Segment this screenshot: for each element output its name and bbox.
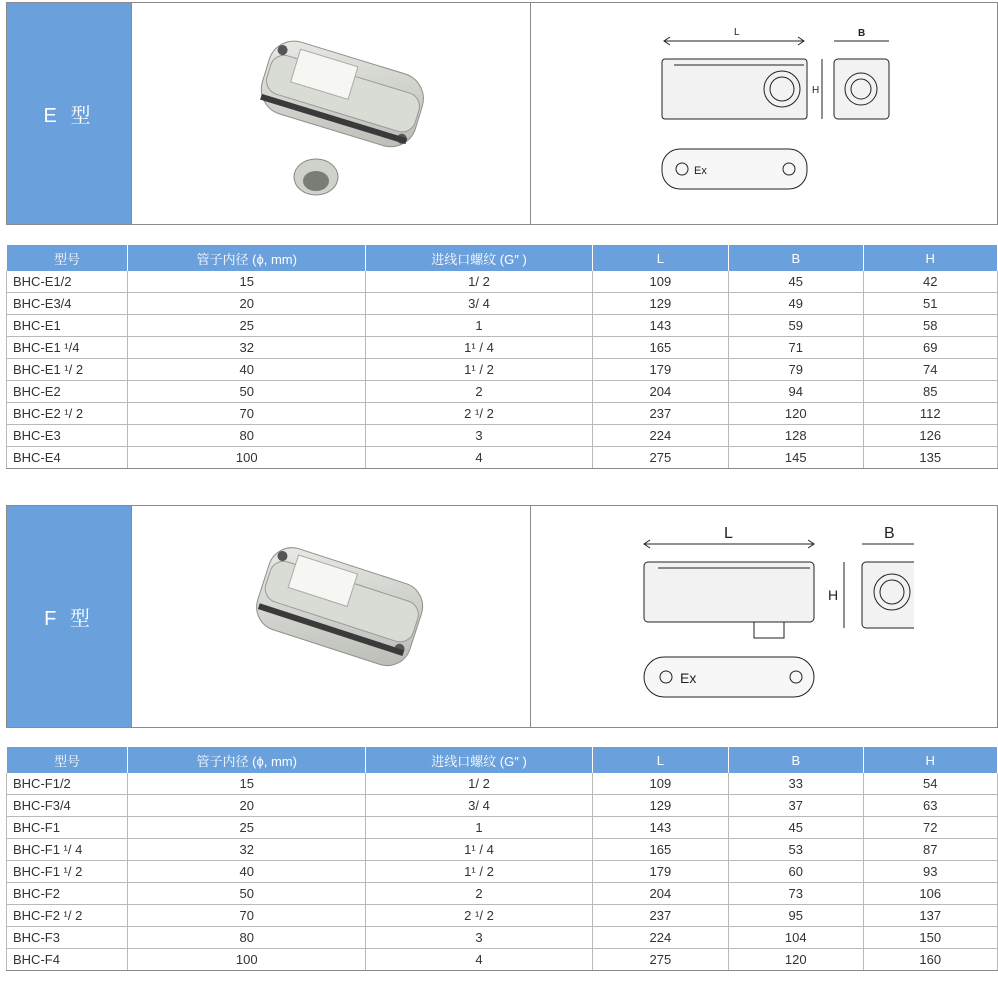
table-cell: 3 bbox=[366, 927, 592, 949]
table-cell: 2 ¹/ 2 bbox=[366, 403, 592, 425]
table-cell: 3/ 4 bbox=[366, 293, 592, 315]
table-cell: 54 bbox=[863, 773, 998, 795]
table-cell: 129 bbox=[592, 795, 728, 817]
header-model: 型号 bbox=[7, 245, 128, 272]
dim-label-h-e: H bbox=[812, 84, 820, 96]
table-cell: 179 bbox=[592, 861, 728, 883]
table-cell: 20 bbox=[128, 795, 366, 817]
table-cell: 15 bbox=[128, 271, 366, 293]
table-cell: BHC-E4 bbox=[7, 447, 128, 469]
table-row bbox=[7, 927, 998, 949]
table-cell: 100 bbox=[128, 447, 366, 469]
table-cell: 4 bbox=[366, 447, 592, 469]
table-cell: 143 bbox=[592, 315, 728, 337]
table-cell: 37 bbox=[729, 795, 863, 817]
table-row bbox=[7, 817, 998, 839]
table-row bbox=[7, 337, 998, 359]
table-row bbox=[7, 447, 998, 469]
table-cell: 59 bbox=[729, 315, 863, 337]
section-e-header bbox=[6, 2, 998, 225]
header-thread: 进线口螺纹 (G″ ) bbox=[366, 245, 592, 272]
table-cell: 1¹ / 4 bbox=[366, 839, 592, 861]
spec-table-f bbox=[6, 746, 998, 971]
table-cell: 25 bbox=[128, 315, 366, 337]
table-cell: 4 bbox=[366, 949, 592, 971]
table-cell: 150 bbox=[863, 927, 998, 949]
table-cell: BHC-E1 bbox=[7, 315, 128, 337]
table-cell: BHC-E2 bbox=[7, 381, 128, 403]
header-pipe-diameter: 管子内径 (ϕ, mm) bbox=[128, 747, 366, 774]
header-h: H bbox=[863, 747, 998, 774]
table-cell: 1/ 2 bbox=[366, 773, 592, 795]
dim-label-l-f: L bbox=[724, 524, 733, 542]
table-cell: 2 bbox=[366, 381, 592, 403]
table-row bbox=[7, 949, 998, 971]
table-cell: BHC-F3/4 bbox=[7, 795, 128, 817]
table-cell: 179 bbox=[592, 359, 728, 381]
table-row bbox=[7, 293, 998, 315]
table-cell: 49 bbox=[729, 293, 863, 315]
table-cell: BHC-F1 ¹/ 4 bbox=[7, 839, 128, 861]
junction-box-e-image bbox=[201, 19, 461, 209]
table-row bbox=[7, 359, 998, 381]
type-label-e: E 型 bbox=[7, 3, 131, 224]
table-row bbox=[7, 425, 998, 447]
table-cell: 145 bbox=[729, 447, 863, 469]
table-cell: 70 bbox=[128, 403, 366, 425]
table-cell: 1¹ / 4 bbox=[366, 337, 592, 359]
table-cell: 63 bbox=[863, 795, 998, 817]
header-b: B bbox=[729, 245, 863, 272]
table-cell: 135 bbox=[863, 447, 998, 469]
table-cell: 224 bbox=[592, 927, 728, 949]
table-cell: BHC-F1 ¹/ 2 bbox=[7, 861, 128, 883]
table-cell: 109 bbox=[592, 773, 728, 795]
table-cell: 100 bbox=[128, 949, 366, 971]
table-cell: 79 bbox=[729, 359, 863, 381]
header-l: L bbox=[592, 747, 728, 774]
table-cell: 3 bbox=[366, 425, 592, 447]
header-b: B bbox=[729, 747, 863, 774]
table-cell: BHC-E1 ¹/4 bbox=[7, 337, 128, 359]
drawing-e-svg bbox=[614, 19, 914, 209]
ex-mark-f: Ex bbox=[680, 669, 697, 686]
table-cell: 204 bbox=[592, 883, 728, 905]
header-model: 型号 bbox=[7, 747, 128, 774]
table-cell: BHC-F4 bbox=[7, 949, 128, 971]
dim-label-h-f: H bbox=[828, 586, 839, 603]
header-h: H bbox=[863, 245, 998, 272]
table-row bbox=[7, 381, 998, 403]
table-cell: 109 bbox=[592, 271, 728, 293]
table-cell: 165 bbox=[592, 839, 728, 861]
table-cell: 50 bbox=[128, 883, 366, 905]
type-label-f: F 型 bbox=[7, 506, 131, 727]
table-cell: 95 bbox=[729, 905, 863, 927]
table-cell: BHC-F2 bbox=[7, 883, 128, 905]
dim-label-b-f: B bbox=[884, 524, 895, 542]
table-cell: 33 bbox=[729, 773, 863, 795]
table-row bbox=[7, 271, 998, 293]
table-cell: 15 bbox=[128, 773, 366, 795]
table-cell: 85 bbox=[863, 381, 998, 403]
table-cell: 71 bbox=[729, 337, 863, 359]
table-cell: 25 bbox=[128, 817, 366, 839]
table-row bbox=[7, 315, 998, 337]
table-cell: 1 bbox=[366, 817, 592, 839]
table-row bbox=[7, 905, 998, 927]
table-cell: 224 bbox=[592, 425, 728, 447]
junction-box-f-image bbox=[201, 522, 461, 712]
table-cell: 112 bbox=[863, 403, 998, 425]
dimension-drawing-e bbox=[531, 3, 997, 224]
drawing-f-svg bbox=[614, 522, 914, 712]
table-cell: 32 bbox=[128, 337, 366, 359]
table-cell: 237 bbox=[592, 403, 728, 425]
table-cell: 72 bbox=[863, 817, 998, 839]
table-cell: 128 bbox=[729, 425, 863, 447]
table-cell: 60 bbox=[729, 861, 863, 883]
table-cell: 275 bbox=[592, 447, 728, 469]
table-cell: 129 bbox=[592, 293, 728, 315]
table-cell: 58 bbox=[863, 315, 998, 337]
table-cell: BHC-F1/2 bbox=[7, 773, 128, 795]
table-cell: 93 bbox=[863, 861, 998, 883]
table-cell: 126 bbox=[863, 425, 998, 447]
header-pipe-diameter: 管子内径 (ϕ, mm) bbox=[128, 245, 366, 272]
table-header-row bbox=[7, 245, 998, 272]
table-cell: 42 bbox=[863, 271, 998, 293]
table-cell: 51 bbox=[863, 293, 998, 315]
table-cell: 237 bbox=[592, 905, 728, 927]
table-cell: 53 bbox=[729, 839, 863, 861]
dim-label-l-e: L bbox=[734, 26, 740, 38]
table-cell: 120 bbox=[729, 403, 863, 425]
table-cell: BHC-E1/2 bbox=[7, 271, 128, 293]
table-cell: 1 bbox=[366, 315, 592, 337]
table-cell: 3/ 4 bbox=[366, 795, 592, 817]
table-cell: 106 bbox=[863, 883, 998, 905]
table-cell: 104 bbox=[729, 927, 863, 949]
table-cell: 80 bbox=[128, 927, 366, 949]
table-cell: BHC-E3/4 bbox=[7, 293, 128, 315]
table-row bbox=[7, 773, 998, 795]
table-cell: 40 bbox=[128, 359, 366, 381]
table-row bbox=[7, 883, 998, 905]
table-cell: 137 bbox=[863, 905, 998, 927]
table-cell: BHC-F1 bbox=[7, 817, 128, 839]
table-cell: BHC-E2 ¹/ 2 bbox=[7, 403, 128, 425]
table-cell: 204 bbox=[592, 381, 728, 403]
ex-mark-e: Ex bbox=[694, 164, 707, 177]
table-cell: 94 bbox=[729, 381, 863, 403]
section-f-header bbox=[6, 505, 998, 728]
table-cell: 74 bbox=[863, 359, 998, 381]
table-cell: BHC-E3 bbox=[7, 425, 128, 447]
table-cell: 45 bbox=[729, 817, 863, 839]
table-cell: 275 bbox=[592, 949, 728, 971]
table-row bbox=[7, 839, 998, 861]
table-cell: 40 bbox=[128, 861, 366, 883]
table-header-row bbox=[7, 747, 998, 774]
table-cell: BHC-E1 ¹/ 2 bbox=[7, 359, 128, 381]
table-row bbox=[7, 861, 998, 883]
table-cell: 2 bbox=[366, 883, 592, 905]
table-row bbox=[7, 795, 998, 817]
table-cell: 1¹ / 2 bbox=[366, 359, 592, 381]
table-cell: 69 bbox=[863, 337, 998, 359]
product-photo-e bbox=[131, 3, 531, 224]
table-cell: 73 bbox=[729, 883, 863, 905]
table-cell: 2 ¹/ 2 bbox=[366, 905, 592, 927]
table-cell: 45 bbox=[729, 271, 863, 293]
table-cell: 165 bbox=[592, 337, 728, 359]
table-row bbox=[7, 403, 998, 425]
table-cell: 120 bbox=[729, 949, 863, 971]
dimension-drawing-f bbox=[531, 506, 997, 727]
product-photo-f bbox=[131, 506, 531, 727]
table-cell: 87 bbox=[863, 839, 998, 861]
table-cell: 1¹ / 2 bbox=[366, 861, 592, 883]
table-cell: 70 bbox=[128, 905, 366, 927]
dim-label-b-e: B bbox=[858, 27, 866, 39]
header-l: L bbox=[592, 245, 728, 272]
spec-table-e bbox=[6, 244, 998, 469]
table-cell: BHC-F2 ¹/ 2 bbox=[7, 905, 128, 927]
table-cell: 160 bbox=[863, 949, 998, 971]
header-thread: 进线口螺纹 (G″ ) bbox=[366, 747, 592, 774]
table-cell: 1/ 2 bbox=[366, 271, 592, 293]
table-cell: 80 bbox=[128, 425, 366, 447]
table-cell: 32 bbox=[128, 839, 366, 861]
table-cell: 20 bbox=[128, 293, 366, 315]
table-cell: 143 bbox=[592, 817, 728, 839]
table-cell: 50 bbox=[128, 381, 366, 403]
table-cell: BHC-F3 bbox=[7, 927, 128, 949]
